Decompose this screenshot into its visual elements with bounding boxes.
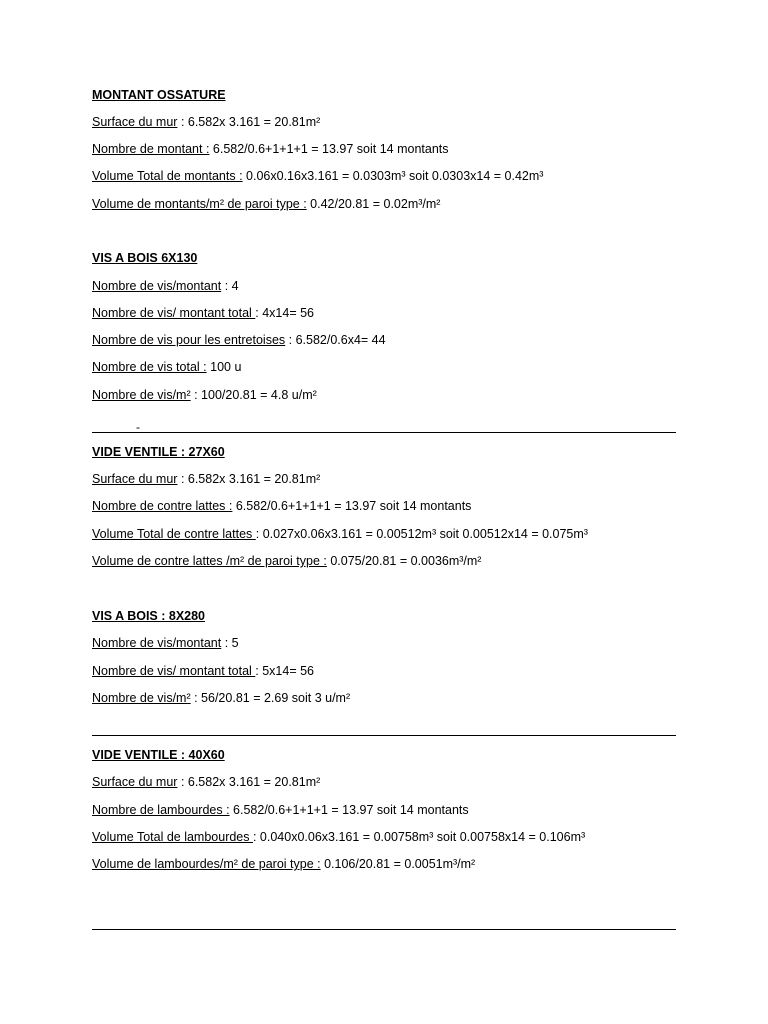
line-value: 0.42/20.81 = 0.02m³/m²: [306, 197, 441, 211]
line-label: Nombre de vis/ montant total: [92, 664, 256, 678]
line-value: 6.582/0.6+1+1+1 = 13.97 soit 14 montants: [232, 499, 472, 513]
line-value: 0.106/20.81 = 0.0051m³/m²: [320, 857, 476, 871]
line-label: Nombre de vis/montant: [92, 636, 222, 650]
section-divider: [92, 432, 676, 433]
section-heading-vis-a-bois-8x280: VIS A BOIS : 8X280: [92, 609, 206, 623]
text-line: [92, 553, 481, 569]
line-label: Volume Total de lambourdes: [92, 830, 253, 844]
section-heading-vis-a-bois-6x130: VIS A BOIS 6X130: [92, 251, 198, 265]
line-label: Nombre de vis/m²: [92, 691, 191, 705]
line-label: Nombre de vis total :: [92, 360, 207, 374]
text-line: [92, 856, 475, 872]
line-label: Nombre de vis/ montant total: [92, 306, 256, 320]
line-label: Surface du mur: [92, 775, 178, 789]
text-line: [92, 663, 314, 679]
section-divider: [92, 929, 676, 930]
text-line: [92, 829, 585, 845]
line-value: : 4x14= 56: [255, 306, 315, 320]
text-line: [92, 387, 317, 403]
line-value: 100 u: [206, 360, 242, 374]
line-value: : 6.582x 3.161 = 20.81m²: [177, 472, 321, 486]
line-label: Volume de lambourdes/m² de paroi type :: [92, 857, 321, 871]
text-line: [92, 526, 588, 542]
text-line: [92, 141, 449, 157]
line-value: : 6.582x 3.161 = 20.81m²: [177, 115, 321, 129]
line-label: Nombre de vis pour les entretoises: [92, 333, 286, 347]
line-label: Nombre de vis/montant: [92, 279, 222, 293]
section-heading-vide-ventile-27x60: VIDE VENTILE : 27X60: [92, 445, 225, 459]
text-line: [92, 278, 239, 294]
line-label: Volume de contre lattes /m² de paroi type :: [92, 554, 327, 568]
text-line: [92, 305, 314, 321]
line-label: Surface du mur: [92, 115, 178, 129]
line-label: Nombre de lambourdes :: [92, 803, 230, 817]
section-divider: [92, 735, 676, 736]
line-value: : 6.582x 3.161 = 20.81m²: [177, 775, 321, 789]
line-value: : 4: [221, 279, 239, 293]
line-value: : 56/20.81 = 2.69 soit 3 u/m²: [190, 691, 351, 705]
text-line: [92, 168, 543, 184]
line-value: 6.582/0.6+1+1+1 = 13.97 soit 14 montants: [229, 803, 469, 817]
line-value: : 100/20.81 = 4.8 u/m²: [190, 388, 317, 402]
section-heading-vide-ventile-40x60: VIDE VENTILE : 40X60: [92, 748, 225, 762]
line-value: : 6.582/0.6x4= 44: [285, 333, 386, 347]
line-label: Volume Total de contre lattes: [92, 527, 256, 541]
line-value: : 5: [221, 636, 239, 650]
text-line: [92, 359, 241, 375]
text-line: [92, 498, 471, 514]
line-value: : 0.027x0.06x3.161 = 0.00512m³ soit 0.00512x14 = 0.075m³: [255, 527, 588, 541]
line-label: Nombre de contre lattes :: [92, 499, 233, 513]
line-value: 0.06x0.16x3.161 = 0.0303m³ soit 0.0303x14 = 0.42m³: [242, 169, 544, 183]
section-heading-montant-ossature: MONTANT OSSATURE: [92, 88, 226, 102]
text-line: [92, 774, 320, 790]
line-value: 6.582/0.6+1+1+1 = 13.97 soit 14 montants: [209, 142, 449, 156]
stray-mark: -: [136, 420, 140, 434]
text-line: [92, 802, 469, 818]
text-line: [92, 635, 239, 651]
line-label: Nombre de vis/m²: [92, 388, 191, 402]
line-value: 0.075/20.81 = 0.0036m³/m²: [326, 554, 482, 568]
line-value: : 5x14= 56: [255, 664, 315, 678]
line-label: Nombre de montant :: [92, 142, 210, 156]
text-line: [92, 196, 440, 212]
line-label: Volume Total de montants :: [92, 169, 243, 183]
text-line: [92, 471, 320, 487]
text-line: [92, 114, 320, 130]
line-label: Surface du mur: [92, 472, 178, 486]
text-line: [92, 332, 386, 348]
line-value: : 0.040x0.06x3.161 = 0.00758m³ soit 0.00758x14 = 0.106m³: [252, 830, 586, 844]
text-line: [92, 690, 350, 706]
line-label: Volume de montants/m² de paroi type :: [92, 197, 307, 211]
